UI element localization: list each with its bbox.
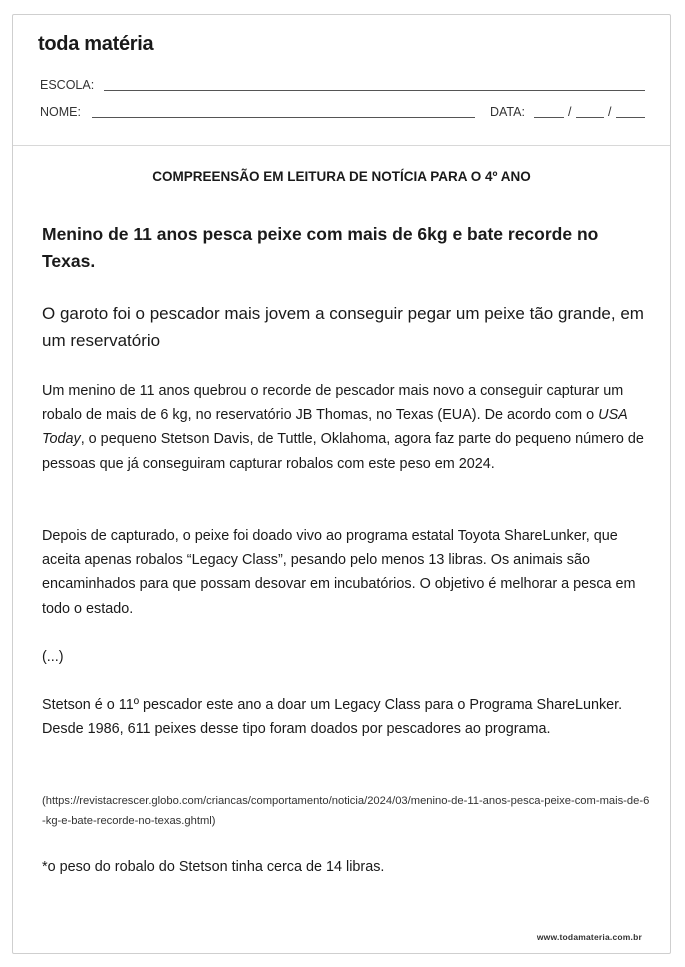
date-separator-2: / xyxy=(608,105,612,119)
paragraph-1-text-end: , o pequeno Stetson Davis, de Tuttle, Oklahoma, agora faz parte do pequeno número de pessoas que já conseguiram capturar robalos com este peso em 2024. xyxy=(42,431,644,472)
article-paragraph-3: Stetson é o 11º pescador este ano a doar um Legacy Class para o Programa ShareLunker. Desde 1986, 611 peixes desse tipo foram doados por pescadores ao programa. xyxy=(42,697,623,738)
header-divider xyxy=(13,145,670,146)
article-paragraph-2: Depois de capturado, o peixe foi doado vivo ao programa estatal Toyota ShareLunker, que aceita apenas robalos “Legacy Class”, pesando pelo menos 13 libras. Os animais são encaminhados para que possam desovar em incubatórios. O objetivo é melhorar a pesca em todo o estado. xyxy=(42,528,636,617)
worksheet-page xyxy=(12,14,671,954)
footer-website: www.todamateria.com.br xyxy=(536,932,642,942)
data-label: DATA: xyxy=(490,105,525,119)
escola-label: ESCOLA: xyxy=(40,78,95,92)
date-day-line xyxy=(534,117,564,118)
paragraph-1-text-start: Um menino de 11 anos quebrou o recorde de pescador mais novo a conseguir capturar um robalo de mais de 6 kg, no reservatório JB Thomas, no Texas (EUA). De acordo com o xyxy=(42,383,624,424)
worksheet-title: COMPREENSÃO EM LEITURA DE NOTÍCIA PARA O 4º ANO xyxy=(152,169,531,184)
date-month-line xyxy=(576,117,604,118)
date-year-line xyxy=(616,117,645,118)
article-paragraph-1 xyxy=(42,379,654,476)
usa-today-reference: USA Today xyxy=(42,407,628,448)
footnote: *o peso do robalo do Stetson tinha cerca de 14 libras. xyxy=(42,859,385,875)
escola-field-row xyxy=(40,78,645,94)
article-lead: O garoto foi o pescador mais jovem a conseguir pegar um peixe tão grande, em um reservatório xyxy=(42,304,644,350)
article-headline: Menino de 11 anos pesca peixe com mais de 6kg e bate recorde no Texas. xyxy=(42,224,599,271)
nome-label: NOME: xyxy=(40,105,81,119)
nome-data-field-row xyxy=(40,105,645,121)
date-separator-1: / xyxy=(568,105,572,119)
article-ellipsis: (...) xyxy=(42,649,64,665)
brand-logo: toda matéria xyxy=(38,33,154,55)
escola-input-line xyxy=(104,90,645,91)
nome-input-line xyxy=(92,117,475,118)
article-source-url: (https://revistacrescer.globo.com/criancas/comportamento/noticia/2024/03/menino-de-11-anos-pesca-peixe-com-mais-de-6-kg-e-bate-recorde-no-texas.ghtml) xyxy=(42,795,650,827)
